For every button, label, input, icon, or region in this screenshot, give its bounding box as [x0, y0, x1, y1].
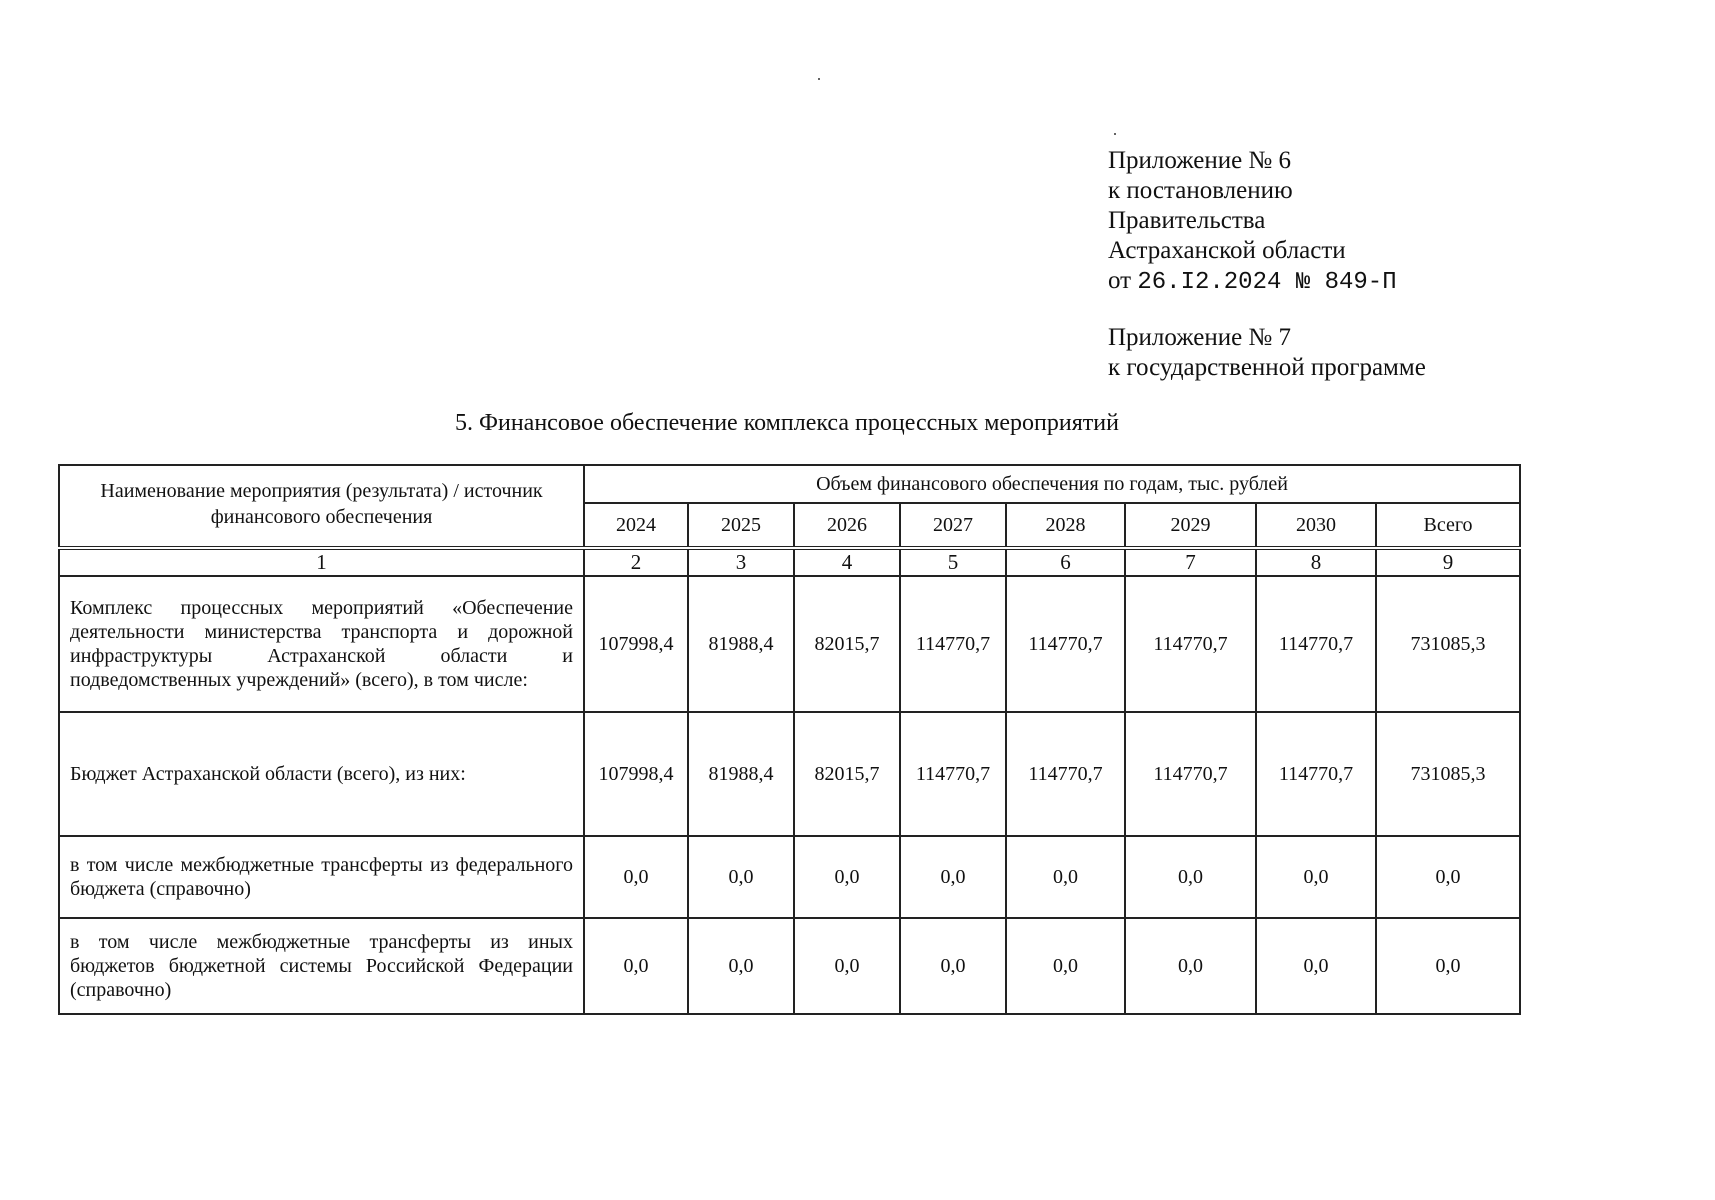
cell-value: 0,0 [584, 918, 688, 1014]
annex-7-line: Приложение № 7 [1108, 324, 1292, 351]
table-header-row [59, 465, 1520, 503]
annex-6-line: к постановлению [1108, 177, 1293, 204]
scan-speck [818, 78, 820, 80]
cell-value: 0,0 [1125, 836, 1256, 918]
cell-value: 82015,7 [794, 576, 900, 712]
cell-value: 0,0 [584, 836, 688, 918]
cell-value: 81988,4 [688, 712, 794, 836]
annex-7-heading [1108, 323, 1426, 383]
cell-value: 0,0 [688, 836, 794, 918]
column-number-row [59, 548, 1520, 576]
column-number: 2 [584, 548, 688, 576]
cell-value-total: 731085,3 [1376, 576, 1520, 712]
column-number: 8 [1256, 548, 1376, 576]
column-header-total: Всего [1376, 503, 1520, 548]
cell-value: 114770,7 [900, 712, 1006, 836]
cell-value: 114770,7 [1125, 712, 1256, 836]
table-row [59, 712, 1520, 836]
decree-number: 26.I2.2024 № 849-П [1137, 269, 1397, 296]
column-header-volume: Объем финансового обеспечения по годам, тыс. рублей [584, 465, 1520, 503]
cell-value-total: 731085,3 [1376, 712, 1520, 836]
annex-6-line: Приложение № 6 [1108, 147, 1292, 174]
cell-value: 107998,4 [584, 712, 688, 836]
table-row [59, 836, 1520, 918]
annex-6-line: Астраханской области [1108, 237, 1346, 264]
column-header-year: 2030 [1256, 503, 1376, 548]
cell-value: 82015,7 [794, 712, 900, 836]
decree-prefix: от [1108, 267, 1132, 294]
cell-value: 0,0 [900, 836, 1006, 918]
cell-value: 114770,7 [1125, 576, 1256, 712]
scan-speck [1114, 133, 1116, 135]
cell-value: 0,0 [688, 918, 794, 1014]
annex-7-line: к государственной программе [1108, 354, 1426, 381]
cell-value: 0,0 [794, 836, 900, 918]
cell-value: 0,0 [794, 918, 900, 1014]
decree-line [1108, 266, 1397, 296]
column-header-year: 2027 [900, 503, 1006, 548]
row-label: в том числе межбюджетные трансферты из иных бюджетов бюджетной системы Российской Федерации (справочно) [59, 918, 584, 1014]
column-header-year: 2029 [1125, 503, 1256, 548]
row-label: в том числе межбюджетные трансферты из федерального бюджета (справочно) [59, 836, 584, 918]
cell-value: 0,0 [1006, 918, 1125, 1014]
cell-value: 0,0 [1256, 836, 1376, 918]
column-number: 7 [1125, 548, 1256, 576]
table-row [59, 576, 1520, 712]
cell-value: 0,0 [1006, 836, 1125, 918]
financing-table [58, 464, 1521, 1015]
column-header-year: 2024 [584, 503, 688, 548]
cell-value: 114770,7 [1256, 576, 1376, 712]
annex-6-line: Правительства [1108, 207, 1266, 234]
cell-value-total: 0,0 [1376, 836, 1520, 918]
row-label: Бюджет Астраханской области (всего), из них: [59, 712, 584, 836]
row-label: Комплекс процессных мероприятий «Обеспечение деятельности министерства транспорта и дорожной инфраструктуры Астраханской области и подведомственных учреждений» (всего), в том числе: [59, 576, 584, 712]
column-number: 6 [1006, 548, 1125, 576]
cell-value: 0,0 [900, 918, 1006, 1014]
cell-value: 81988,4 [688, 576, 794, 712]
cell-value: 114770,7 [1006, 576, 1125, 712]
cell-value: 114770,7 [900, 576, 1006, 712]
column-number: 5 [900, 548, 1006, 576]
column-header-year: 2025 [688, 503, 794, 548]
cell-value: 107998,4 [584, 576, 688, 712]
column-header-year: 2028 [1006, 503, 1125, 548]
cell-value: 114770,7 [1256, 712, 1376, 836]
cell-value: 0,0 [1256, 918, 1376, 1014]
cell-value: 0,0 [1125, 918, 1256, 1014]
column-number: 1 [59, 548, 584, 576]
column-header-year: 2026 [794, 503, 900, 548]
cell-value-total: 0,0 [1376, 918, 1520, 1014]
annex-6-heading [1108, 146, 1397, 296]
table-row [59, 918, 1520, 1014]
column-header-name: Наименование мероприятия (результата) / источник финансового обеспечения [59, 465, 584, 548]
section-title: 5. Финансовое обеспечение комплекса процессных мероприятий [455, 410, 1119, 436]
column-number: 9 [1376, 548, 1520, 576]
cell-value: 114770,7 [1006, 712, 1125, 836]
column-number: 3 [688, 548, 794, 576]
column-number: 4 [794, 548, 900, 576]
